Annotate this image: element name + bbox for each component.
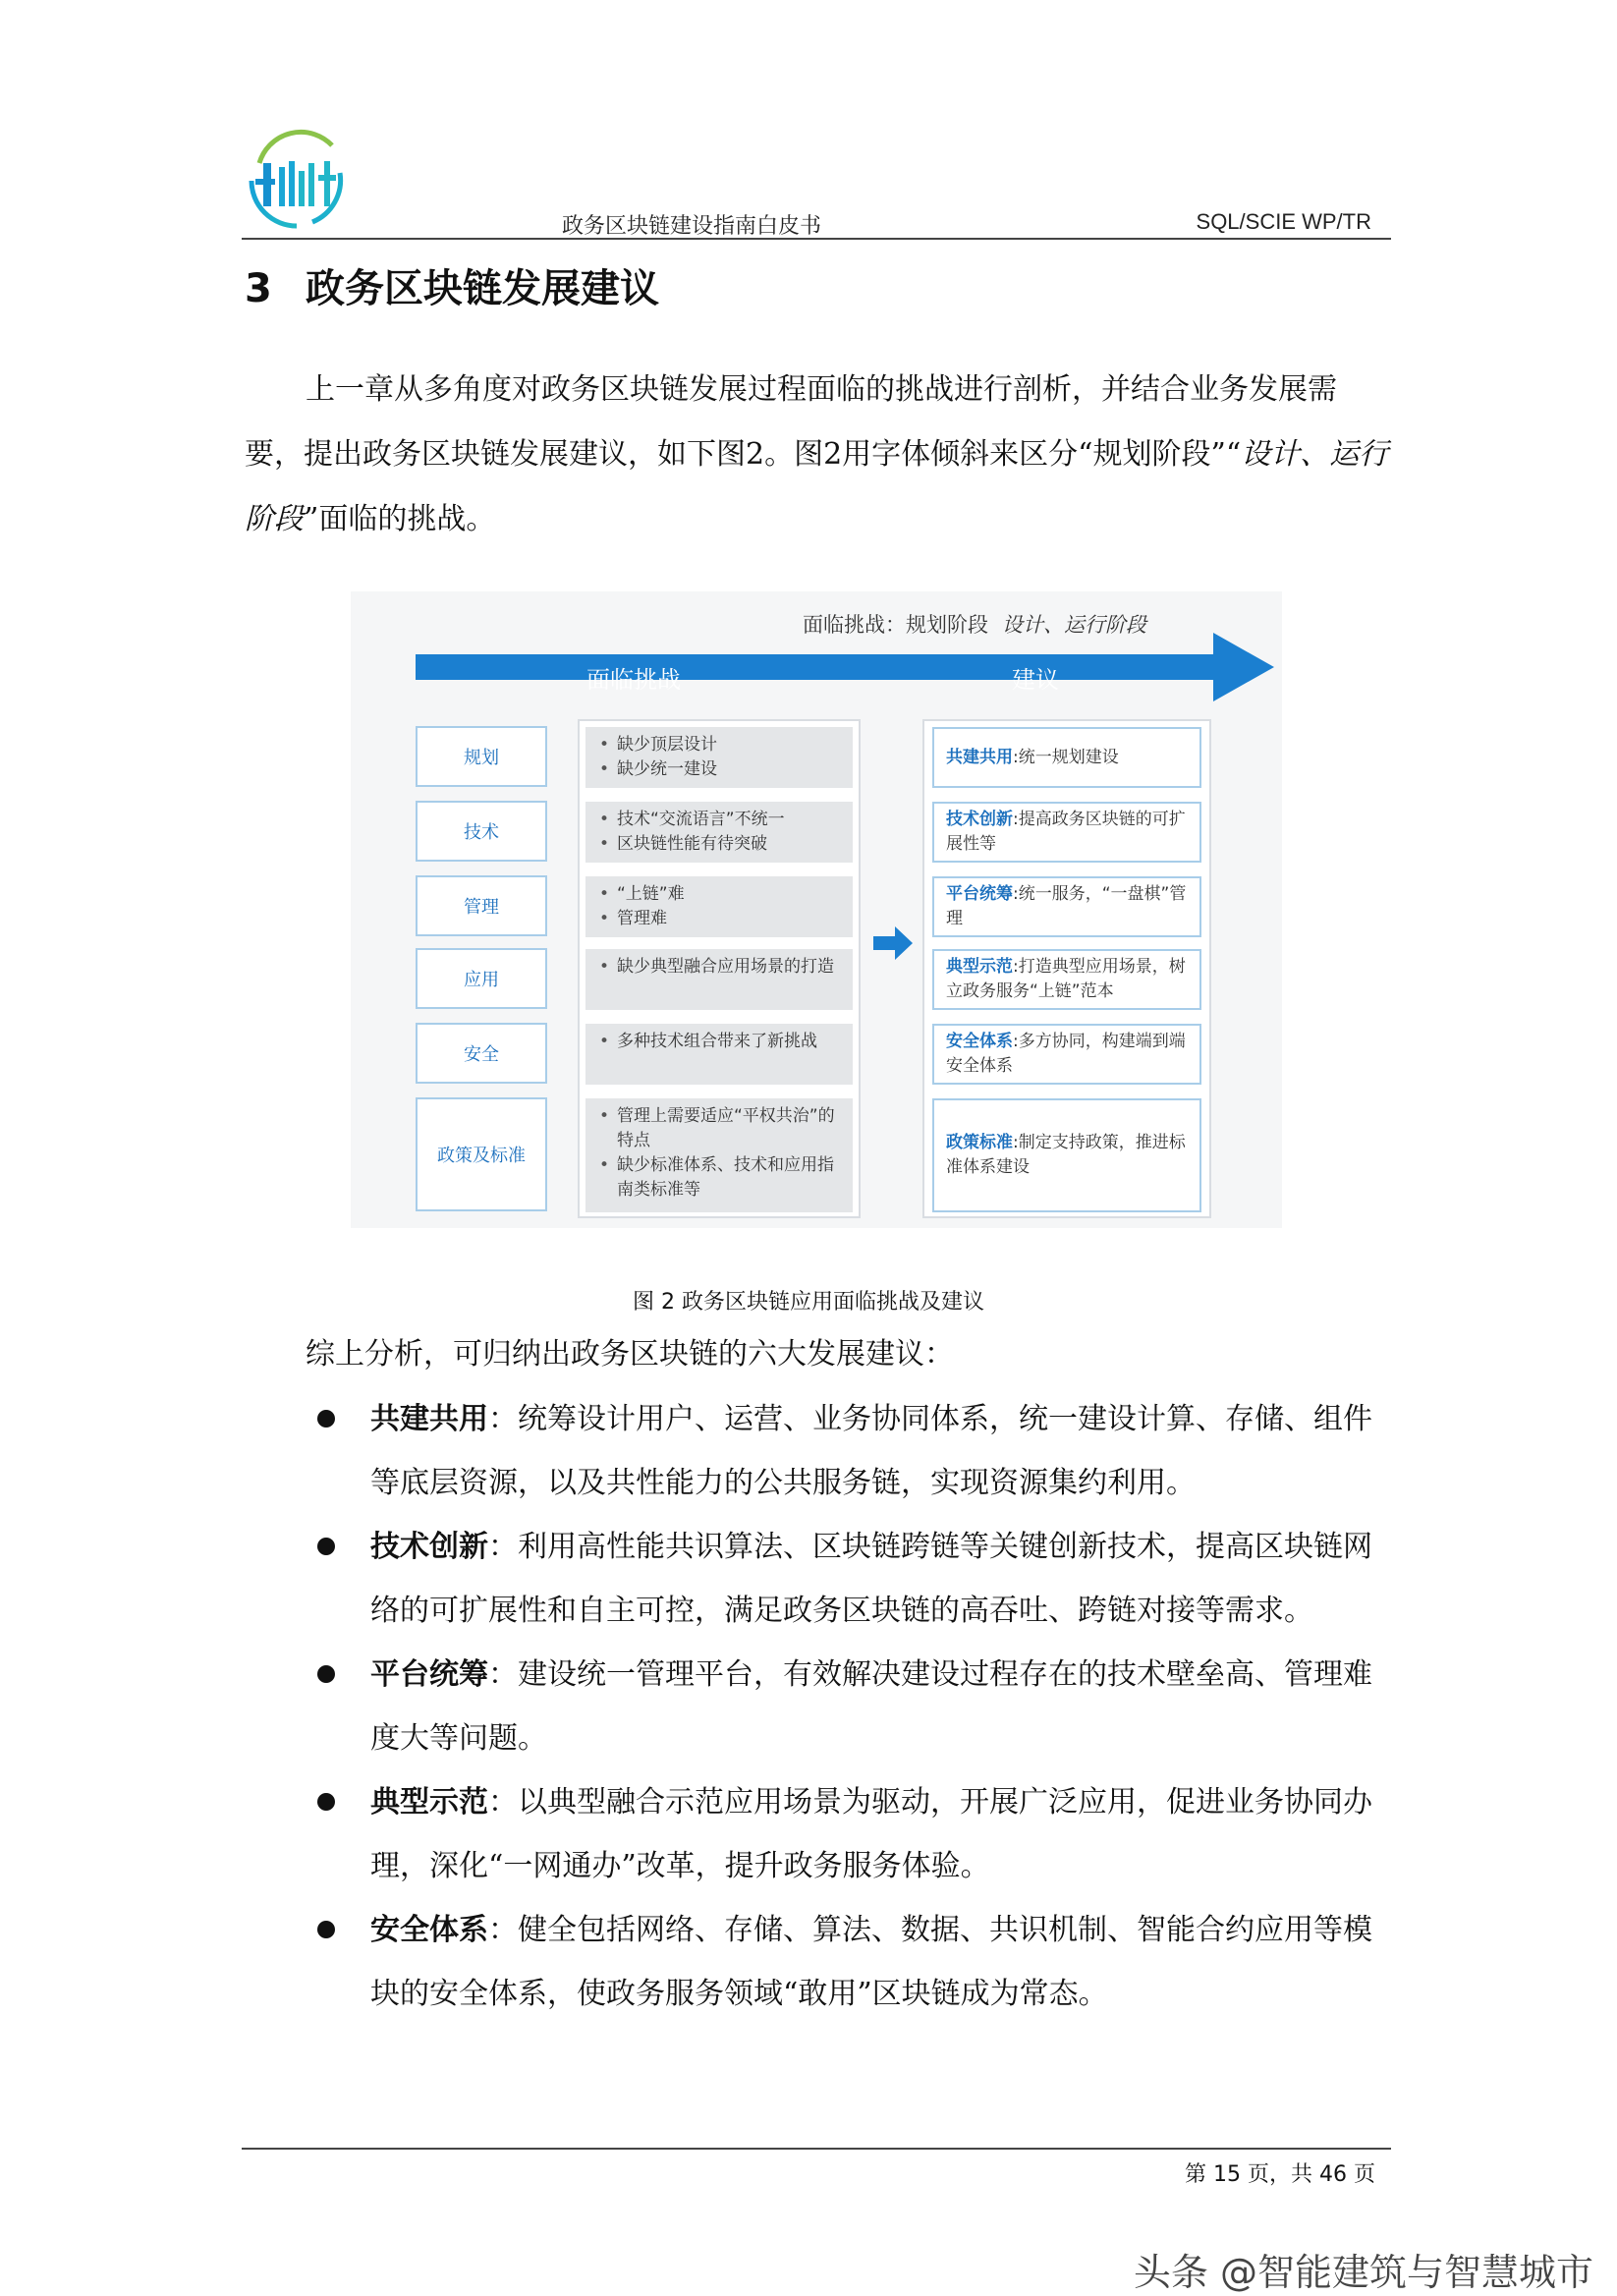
header-arrow-icon bbox=[416, 633, 1274, 701]
footer-rule bbox=[242, 2148, 1391, 2150]
suggestion-text: :多方协同，构建端到端安全体系 bbox=[946, 1032, 1186, 1076]
suggestion-text: :统一服务，“一盘棋”管理 bbox=[946, 884, 1187, 928]
suggestions-column bbox=[922, 719, 1211, 1218]
bullet-head: 安全体系 bbox=[370, 1913, 488, 1947]
section-number: 3 bbox=[245, 266, 272, 311]
bullet-dot-icon bbox=[317, 1921, 335, 1938]
challenge-box bbox=[585, 1098, 853, 1212]
bullet-dot-icon bbox=[317, 1793, 335, 1811]
figure-caption: 图 2 政务区块链应用面临挑战及建议 bbox=[633, 1290, 984, 1315]
bullet-text: ：健全包括网络、存储、算法、数据、共识机制、智能合约应用等模块的安全体系，使政务服务领域“敢用”区块链成为常态。 bbox=[370, 1913, 1372, 2011]
watermark: 头条 @智能建筑与智慧城市 bbox=[1133, 2251, 1593, 2294]
bullet-head: 技术创新 bbox=[370, 1530, 488, 1564]
challenge-box bbox=[585, 802, 853, 863]
bullet-dot-icon bbox=[317, 1410, 335, 1428]
suggestion-text: :制定支持政策，推进标准体系建设 bbox=[946, 1133, 1186, 1177]
challenge-box bbox=[585, 876, 853, 937]
suggestion-head: 安全体系 bbox=[946, 1032, 1013, 1051]
bullet-text: ：统筹设计用户、运营、业务协同体系，统一建设计算、存储、组件等底层资源，以及共性能力的公共服务链，实现资源集约利用。 bbox=[370, 1402, 1372, 1500]
suggestion-head: 政策标准 bbox=[946, 1133, 1013, 1152]
bullet-head: 共建共用 bbox=[370, 1402, 488, 1436]
suggestion-list bbox=[245, 1322, 1392, 2026]
page-number: 第 15 页，共 46 页 bbox=[1185, 2162, 1375, 2187]
suggestion-box bbox=[932, 949, 1201, 1010]
bullet-text: ：利用高性能共识算法、区块链跨链等关键创新技术，提高区块链网络的可扩展性和自主可控，满足政务区块链的高吞吐、跨链对接等需求。 bbox=[370, 1530, 1372, 1628]
category-management: 管理 bbox=[416, 875, 547, 936]
bullet-item bbox=[245, 1898, 1392, 2026]
right-arrow-icon bbox=[873, 926, 913, 960]
suggestion-box bbox=[932, 1024, 1201, 1085]
challenges-column bbox=[578, 719, 861, 1218]
arrow-label-suggestions: 建议 bbox=[1012, 666, 1059, 694]
intro-text-b: ”面临的挑战。 bbox=[304, 502, 496, 536]
figure-2 bbox=[351, 591, 1282, 1228]
header-rule bbox=[242, 238, 1391, 240]
category-technology: 技术 bbox=[416, 801, 547, 862]
suggestion-head: 共建共用 bbox=[946, 747, 1013, 767]
challenge-item: • 区块链性能有待突破 bbox=[599, 832, 843, 857]
header-doc-code: SQL/SCIE WP/TR bbox=[1196, 209, 1371, 234]
bullet-dot-icon bbox=[317, 1538, 335, 1555]
legend-italic: 设计、运行阶段 bbox=[1002, 613, 1146, 637]
bullet-item bbox=[245, 1643, 1392, 1770]
challenge-item: • 技术“交流语言”不统一 bbox=[599, 808, 843, 832]
challenge-box bbox=[585, 727, 853, 788]
bullet-text: ：建设统一管理平台，有效解决建设过程存在的技术壁垒高、管理难度大等问题。 bbox=[370, 1657, 1372, 1756]
bullet-head: 平台统筹 bbox=[370, 1657, 488, 1692]
suggestion-text: :统一规划建设 bbox=[1013, 747, 1119, 767]
bullet-item bbox=[245, 1515, 1392, 1643]
intro-text-a: 上一章从多角度对政务区块链发展过程面临的挑战进行剖析，并结合业务发展需要，提出政务区块链发展建议，如下图2。图2用字体倾斜来区分“规划阶段”“ bbox=[245, 372, 1337, 472]
intro-italic: 设计、运行阶段 bbox=[245, 437, 1389, 536]
challenge-item: • 多种技术组合带来了新挑战 bbox=[599, 1030, 843, 1054]
suggestion-box bbox=[932, 876, 1201, 937]
suggestion-box bbox=[932, 727, 1201, 788]
challenge-item: • 缺少统一建设 bbox=[599, 757, 843, 782]
suggestion-head: 技术创新 bbox=[946, 810, 1013, 829]
header-title: 政务区块链建设指南白皮书 bbox=[562, 214, 822, 239]
challenge-box bbox=[585, 949, 853, 1010]
bullet-dot-icon bbox=[317, 1665, 335, 1683]
category-application: 应用 bbox=[416, 948, 547, 1009]
suggestion-text: :提高政务区块链的可扩展性等 bbox=[946, 810, 1186, 854]
legend-label: 面临挑战：规划阶段 bbox=[803, 613, 988, 637]
category-policy-standard: 政策及标准 bbox=[416, 1097, 547, 1211]
suggestion-head: 典型示范 bbox=[946, 957, 1013, 977]
challenge-item: • 缺少顶层设计 bbox=[599, 733, 843, 757]
suggestion-box bbox=[932, 1098, 1201, 1212]
summary-line: 综上分析，可归纳出政务区块链的六大发展建议： bbox=[306, 1337, 954, 1372]
challenge-item: • “上链”难 bbox=[599, 882, 843, 907]
suggestion-text: :打造典型应用场景，树立政务服务“上链”范本 bbox=[946, 957, 1186, 1001]
suggestion-box bbox=[932, 802, 1201, 863]
challenge-item: • 管理上需要适应“平权共治”的特点 bbox=[599, 1104, 843, 1153]
bullet-head: 典型示范 bbox=[370, 1785, 488, 1820]
challenge-item: • 缺少标准体系、技术和应用指南类标准等 bbox=[599, 1153, 843, 1203]
bullet-text: ：以典型融合示范应用场景为驱动，开展广泛应用，促进业务协同办理，深化“一网通办”改革，提升政务服务体验。 bbox=[370, 1785, 1372, 1883]
bullet-item bbox=[245, 1387, 1392, 1515]
category-planning: 规划 bbox=[416, 726, 547, 787]
logo-icon bbox=[242, 124, 352, 232]
challenge-item: • 缺少典型融合应用场景的打造 bbox=[599, 955, 843, 980]
section-title: 政务区块链发展建议 bbox=[306, 266, 659, 311]
intro-paragraph bbox=[245, 358, 1392, 552]
suggestion-head: 平台统筹 bbox=[946, 884, 1013, 904]
challenge-box bbox=[585, 1024, 853, 1085]
section-heading bbox=[245, 257, 659, 313]
challenge-item: • 管理难 bbox=[599, 907, 843, 931]
arrow-label-challenges: 面临挑战 bbox=[586, 666, 681, 694]
category-security: 安全 bbox=[416, 1023, 547, 1084]
bullet-item bbox=[245, 1770, 1392, 1898]
